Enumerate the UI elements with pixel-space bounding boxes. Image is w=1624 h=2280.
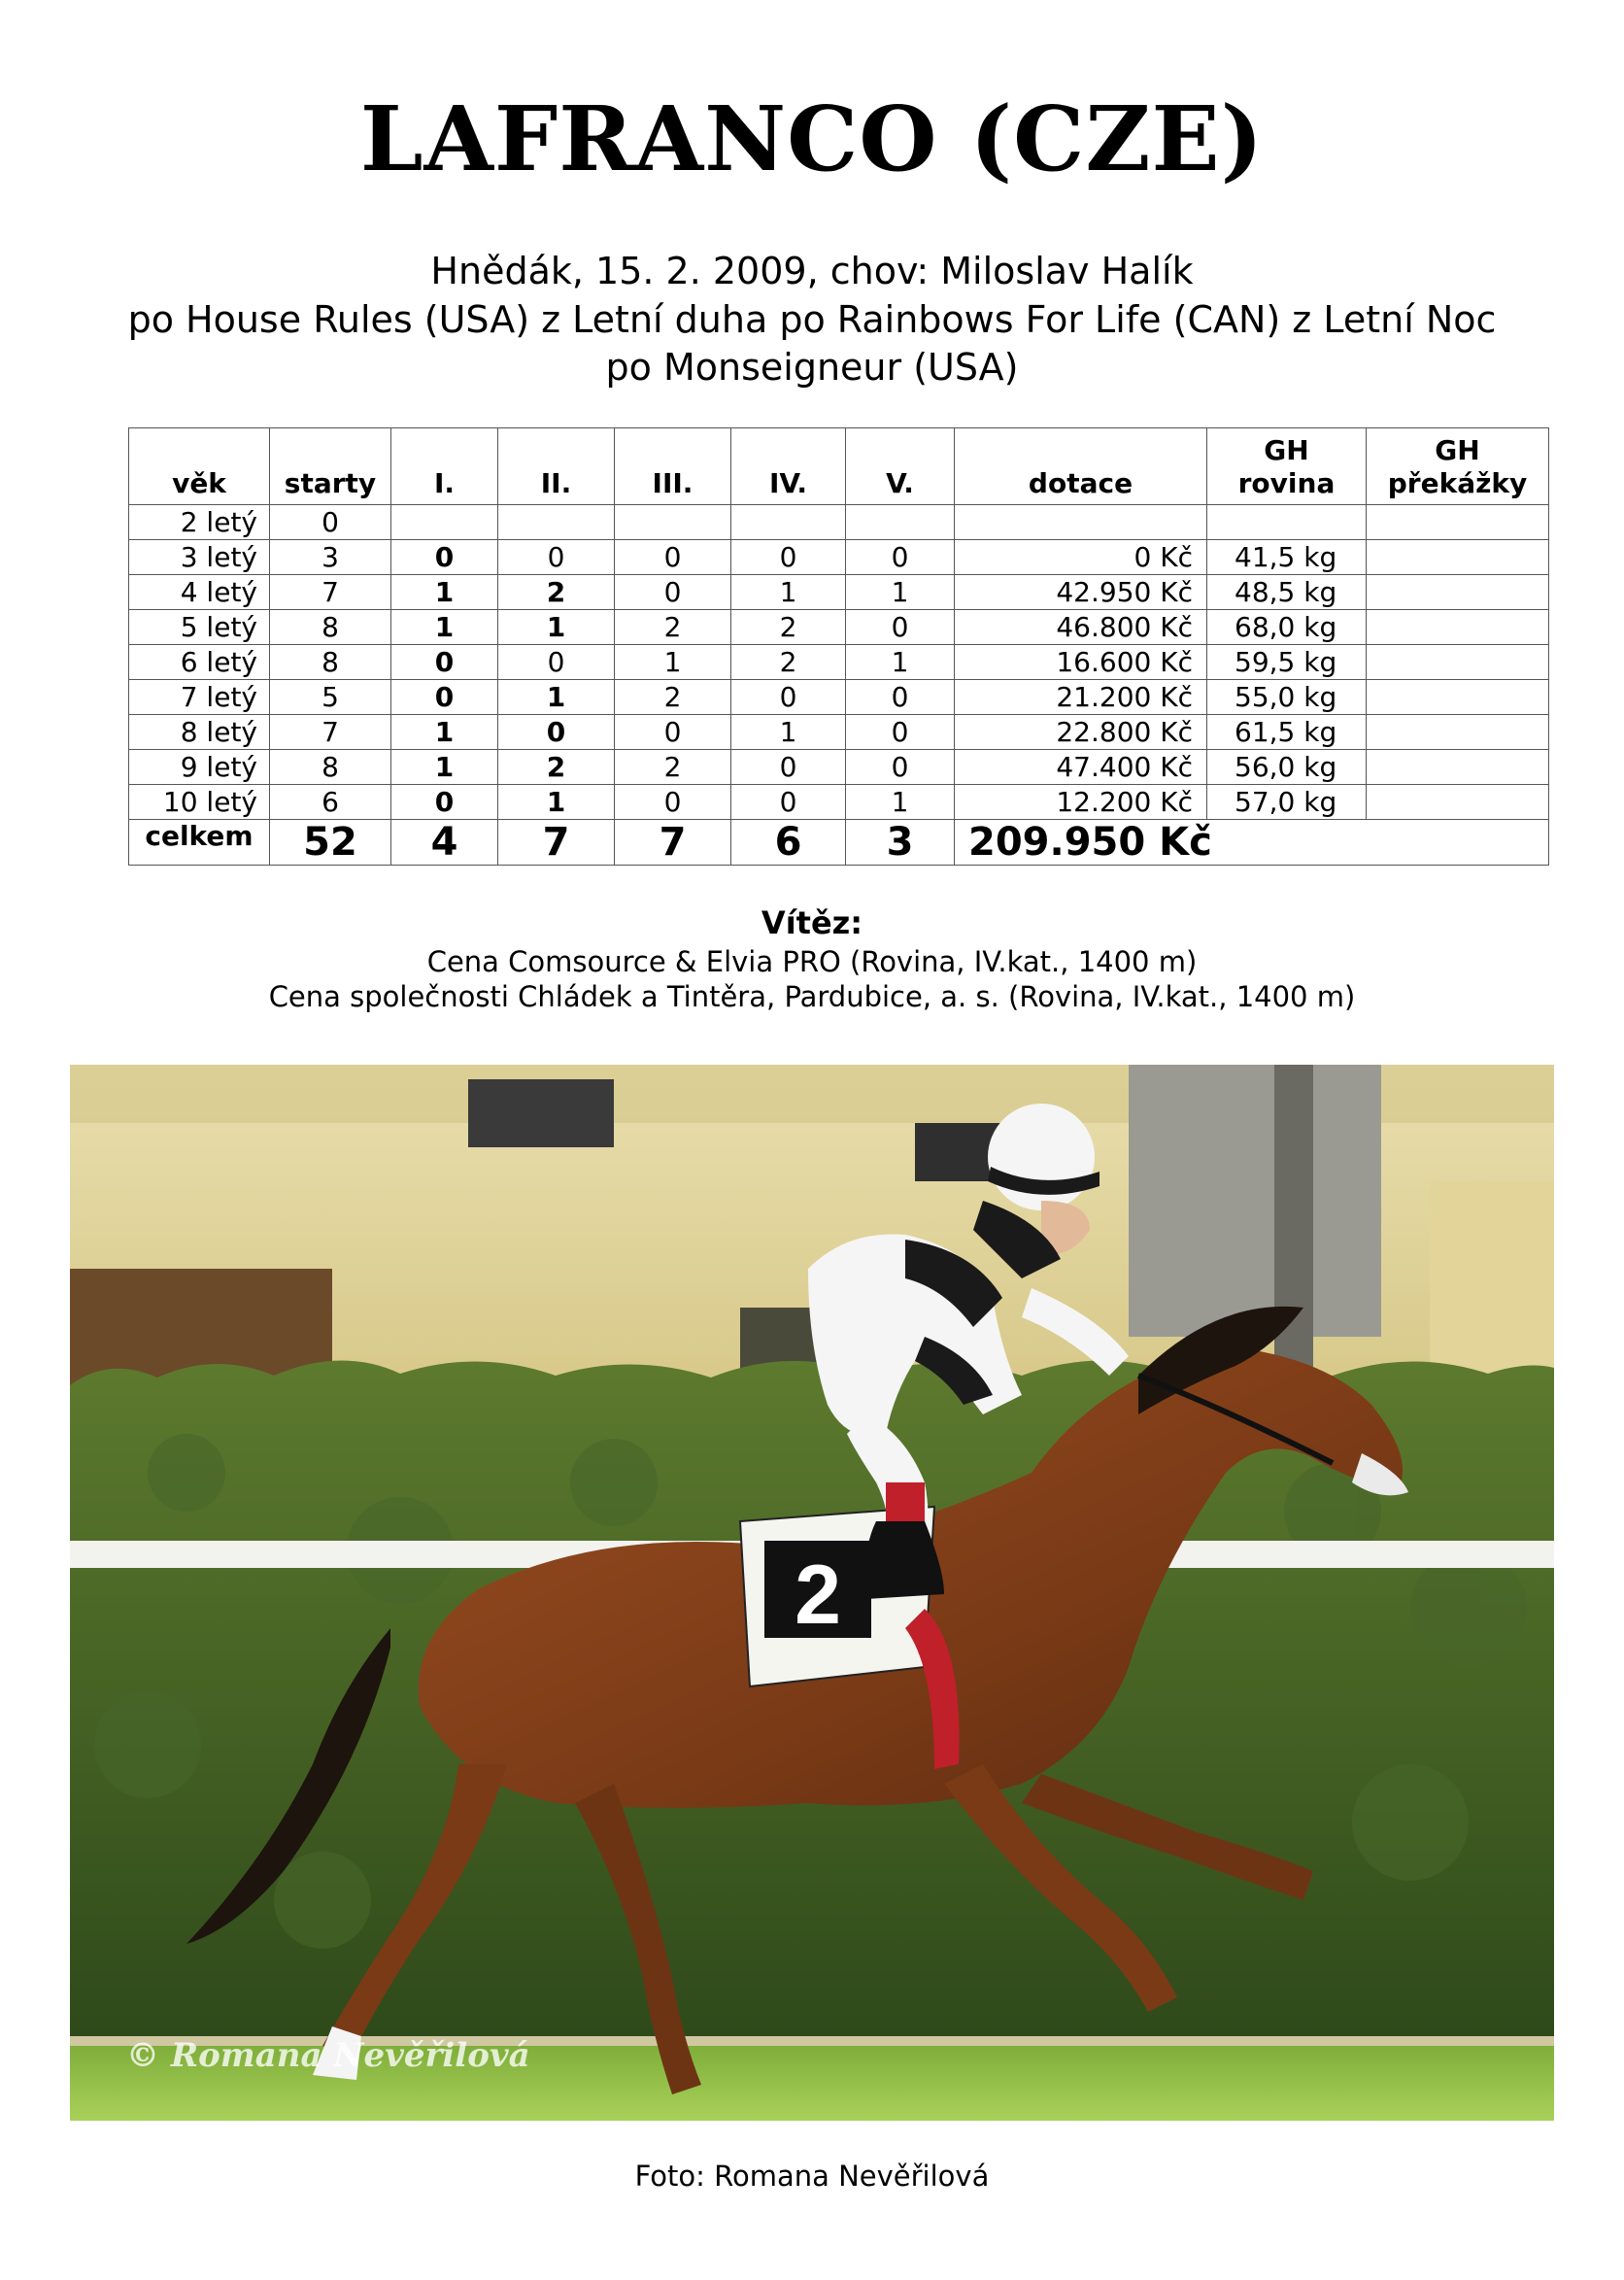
- header-prize-money: dotace: [955, 428, 1207, 505]
- building-window: [468, 1079, 614, 1147]
- row-first: 1: [391, 715, 498, 750]
- row-gh-flat: [1207, 505, 1367, 540]
- row-age: 2 letý: [129, 505, 270, 540]
- row-prize-money: 42.950 Kč: [955, 575, 1207, 610]
- horse-photo-illustration: [70, 1065, 1554, 2121]
- row-fifth: 0: [846, 680, 955, 715]
- row-fourth: 1: [731, 715, 846, 750]
- header-age: věk: [129, 428, 270, 505]
- row-age: 8 letý: [129, 715, 270, 750]
- row-prize-money: 12.200 Kč: [955, 785, 1207, 820]
- table-header-row: [129, 428, 1549, 505]
- row-second: 2: [498, 575, 615, 610]
- row-third: 2: [615, 750, 731, 785]
- row-starts: 7: [270, 715, 391, 750]
- row-second: 1: [498, 785, 615, 820]
- total-label: celkem: [129, 820, 270, 866]
- photo-watermark: © Romana Nevěřilová: [126, 2036, 530, 2075]
- row-gh-jump: [1367, 575, 1549, 610]
- row-third: 2: [615, 610, 731, 645]
- row-third: 0: [615, 575, 731, 610]
- row-first: 1: [391, 575, 498, 610]
- row-first: 1: [391, 750, 498, 785]
- row-third: 1: [615, 645, 731, 680]
- row-gh-flat: 48,5 kg: [1207, 575, 1367, 610]
- total-prize-money: 209.950 Kč: [955, 820, 1549, 866]
- table-row: [129, 645, 1549, 680]
- row-age: 5 letý: [129, 610, 270, 645]
- table-row: [129, 610, 1549, 645]
- row-fifth: 0: [846, 540, 955, 575]
- row-prize-money: 0 Kč: [955, 540, 1207, 575]
- total-first: 4: [391, 820, 498, 866]
- row-starts: 6: [270, 785, 391, 820]
- row-third: [615, 505, 731, 540]
- row-gh-jump: [1367, 540, 1549, 575]
- row-age: 9 letý: [129, 750, 270, 785]
- row-second: [498, 505, 615, 540]
- header-fifth: V.: [846, 428, 955, 505]
- row-gh-flat: 41,5 kg: [1207, 540, 1367, 575]
- row-gh-jump: [1367, 505, 1549, 540]
- row-gh-flat: 57,0 kg: [1207, 785, 1367, 820]
- table-row: [129, 575, 1549, 610]
- total-starts: 52: [270, 820, 391, 866]
- row-gh-jump: [1367, 680, 1549, 715]
- row-fourth: 0: [731, 680, 846, 715]
- row-second: 0: [498, 715, 615, 750]
- row-first: 0: [391, 645, 498, 680]
- row-first: [391, 505, 498, 540]
- table-row: [129, 750, 1549, 785]
- row-fourth: 2: [731, 610, 846, 645]
- row-first: 0: [391, 540, 498, 575]
- total-fourth: 6: [731, 820, 846, 866]
- row-starts: 0: [270, 505, 391, 540]
- row-fourth: 0: [731, 785, 846, 820]
- row-starts: 5: [270, 680, 391, 715]
- row-fifth: 0: [846, 750, 955, 785]
- row-starts: 8: [270, 645, 391, 680]
- row-gh-flat: 56,0 kg: [1207, 750, 1367, 785]
- total-second: 7: [498, 820, 615, 866]
- table-row: [129, 680, 1549, 715]
- horse-pedigree-line-2: po Monseigneur (USA): [605, 346, 1019, 389]
- header-fourth: IV.: [731, 428, 846, 505]
- row-prize-money: 22.800 Kč: [955, 715, 1207, 750]
- row-gh-flat: 59,5 kg: [1207, 645, 1367, 680]
- header-third: III.: [615, 428, 731, 505]
- row-prize-money: 21.200 Kč: [955, 680, 1207, 715]
- table-row: [129, 540, 1549, 575]
- row-age: 10 letý: [129, 785, 270, 820]
- total-fifth: 3: [846, 820, 955, 866]
- row-starts: 8: [270, 610, 391, 645]
- winner-race-2: Cena společnosti Chládek a Tintěra, Pardubice, a. s. (Rovina, IV.kat., 1400 m): [268, 980, 1356, 1013]
- row-gh-jump: [1367, 610, 1549, 645]
- horse-pedigree-line: po House Rules (USA) z Letní duha po Rainbows For Life (CAN) z Letní Noc: [127, 298, 1497, 341]
- row-fourth: 1: [731, 575, 846, 610]
- row-gh-flat: 55,0 kg: [1207, 680, 1367, 715]
- row-gh-flat: 68,0 kg: [1207, 610, 1367, 645]
- row-age: 7 letý: [129, 680, 270, 715]
- row-second: 1: [498, 610, 615, 645]
- row-fifth: 0: [846, 610, 955, 645]
- horse-name-title: LAFRANCO (CZE): [359, 86, 1265, 191]
- header-gh-flat: GH rovina: [1207, 428, 1367, 505]
- row-starts: 7: [270, 575, 391, 610]
- row-age: 3 letý: [129, 540, 270, 575]
- row-fifth: 1: [846, 575, 955, 610]
- row-gh-jump: [1367, 785, 1549, 820]
- table-row: [129, 715, 1549, 750]
- winner-race-1: Cena Comsource & Elvia PRO (Rovina, IV.kat., 1400 m): [426, 945, 1198, 978]
- table-row: [129, 505, 1549, 540]
- row-second: 0: [498, 645, 615, 680]
- row-second: 1: [498, 680, 615, 715]
- row-first: 1: [391, 610, 498, 645]
- row-prize-money: 47.400 Kč: [955, 750, 1207, 785]
- row-gh-jump: [1367, 750, 1549, 785]
- industrial-tower: [1129, 1065, 1381, 1337]
- row-first: 0: [391, 785, 498, 820]
- row-first: 0: [391, 680, 498, 715]
- row-fourth: [731, 505, 846, 540]
- winner-heading: Vítěz:: [761, 904, 863, 941]
- header-starts: starty: [270, 428, 391, 505]
- horse-info-line-1: Hnědák, 15. 2. 2009, chov: Miloslav Halík: [430, 250, 1194, 292]
- row-prize-money: 46.800 Kč: [955, 610, 1207, 645]
- header-gh-jump: GH překážky: [1367, 428, 1549, 505]
- header-second: II.: [498, 428, 615, 505]
- race-statistics-table: [128, 427, 1549, 866]
- row-fifth: 1: [846, 645, 955, 680]
- row-third: 2: [615, 680, 731, 715]
- row-fourth: 0: [731, 750, 846, 785]
- row-prize-money: [955, 505, 1207, 540]
- row-third: 0: [615, 785, 731, 820]
- row-gh-jump: [1367, 715, 1549, 750]
- row-second: 0: [498, 540, 615, 575]
- row-prize-money: 16.600 Kč: [955, 645, 1207, 680]
- row-fifth: 1: [846, 785, 955, 820]
- row-fourth: 0: [731, 540, 846, 575]
- row-second: 2: [498, 750, 615, 785]
- row-age: 4 letý: [129, 575, 270, 610]
- row-fourth: 2: [731, 645, 846, 680]
- row-gh-jump: [1367, 645, 1549, 680]
- horse-race-photo: [70, 1065, 1554, 2121]
- row-third: 0: [615, 715, 731, 750]
- saddle-number: 2: [795, 1548, 841, 1642]
- row-starts: 8: [270, 750, 391, 785]
- table-row: [129, 785, 1549, 820]
- table-total-row: [129, 820, 1549, 866]
- header-first: I.: [391, 428, 498, 505]
- row-age: 6 letý: [129, 645, 270, 680]
- row-third: 0: [615, 540, 731, 575]
- row-starts: 3: [270, 540, 391, 575]
- photo-caption: Foto: Romana Nevěřilová: [634, 2160, 990, 2193]
- row-fifth: [846, 505, 955, 540]
- row-fifth: 0: [846, 715, 955, 750]
- total-third: 7: [615, 820, 731, 866]
- row-gh-flat: 61,5 kg: [1207, 715, 1367, 750]
